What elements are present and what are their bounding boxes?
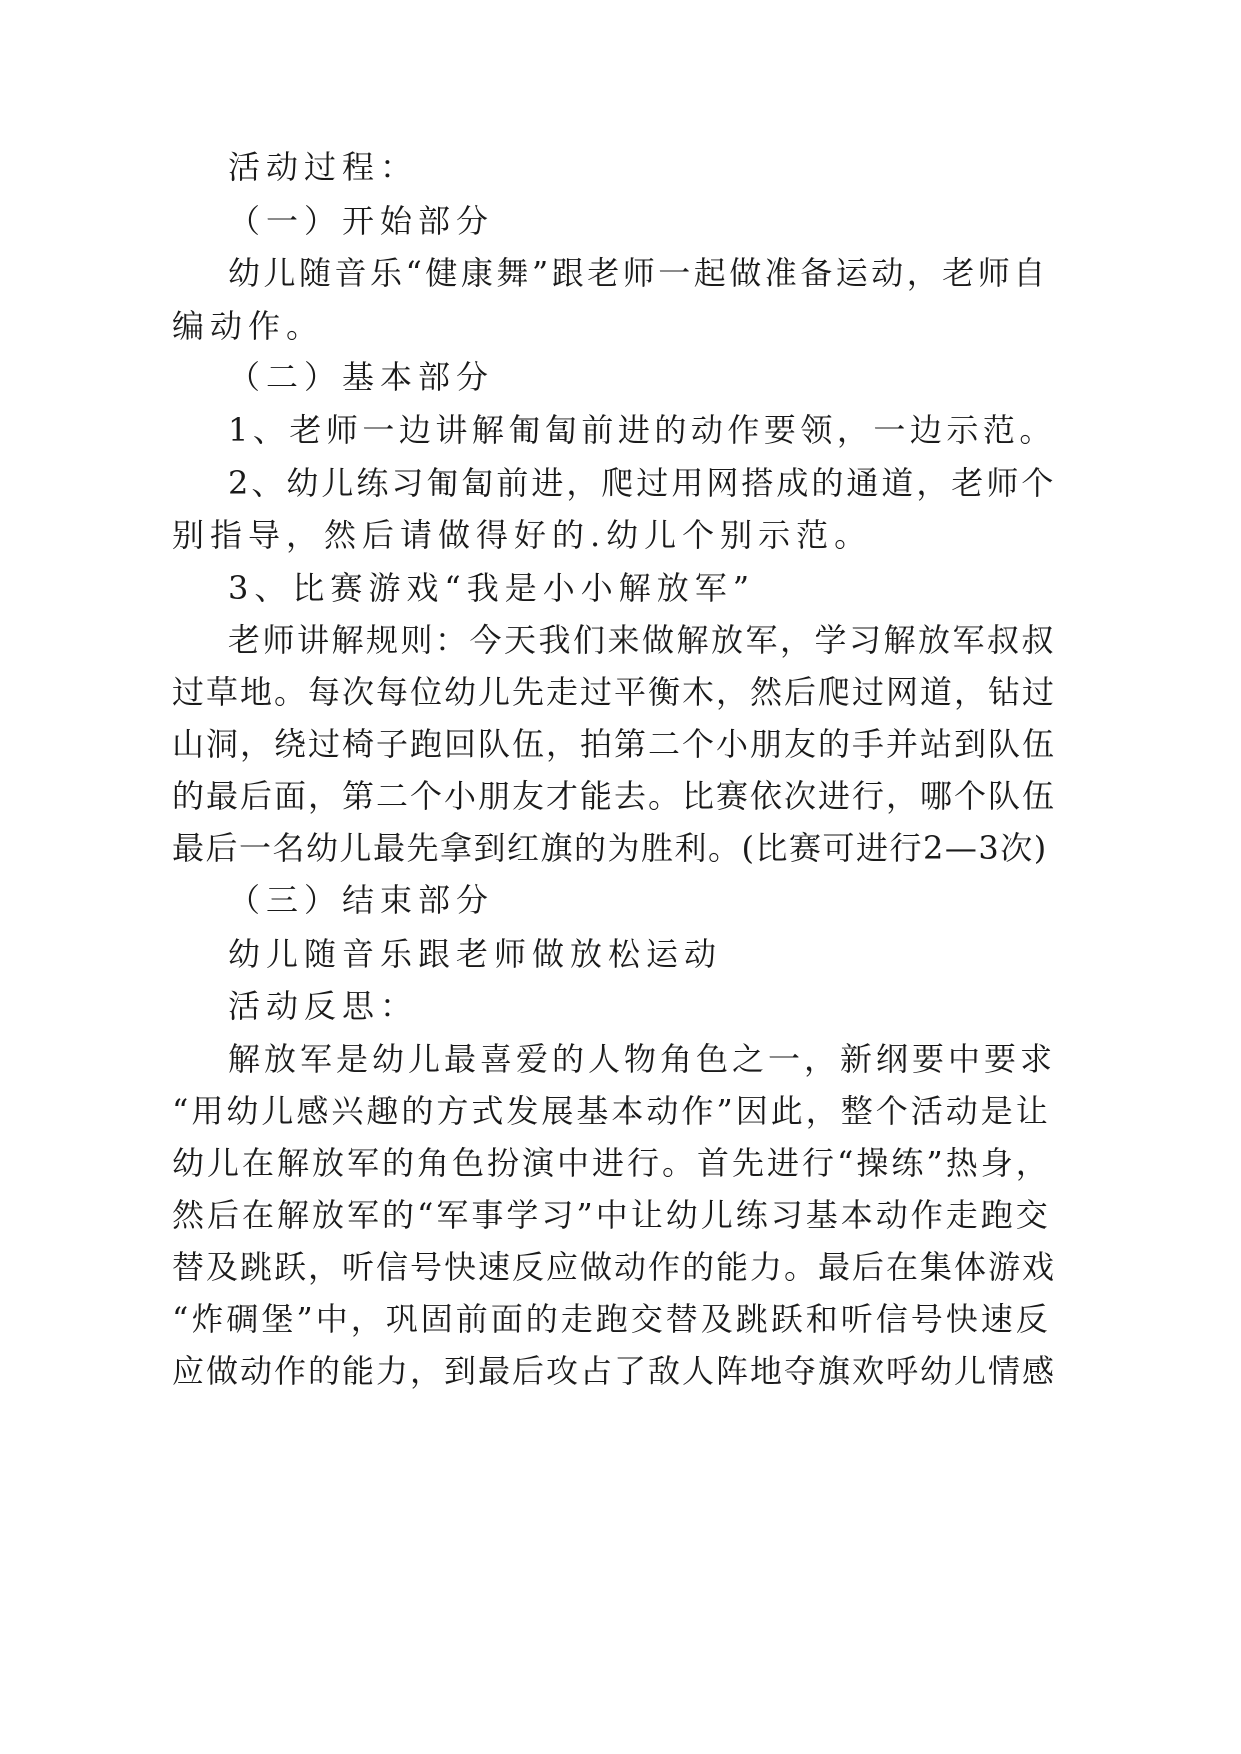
paragraph-line: 编动作。 — [172, 307, 325, 345]
paragraph-line: 老师讲解规则：今天我们来做解放军，学习解放军叔叔 — [228, 621, 1057, 659]
paragraph-line: 然后在解放军的“军事学习”中让幼儿练习基本动作走跑交 — [172, 1196, 1051, 1234]
paragraph-line: 山洞，绕过椅子跑回队伍，拍第二个小朋友的手并站到队伍 — [172, 725, 1057, 763]
paragraph-line: 幼儿在解放军的角色扮演中进行。首先进行“操练”热身， — [172, 1144, 1051, 1182]
paragraph-line: 幼儿随音乐跟老师做放松运动 — [228, 935, 723, 973]
list-item-3: 3、比赛游戏“我是小小解放军” — [228, 569, 756, 607]
paragraph-line: 最后一名幼儿最先拿到红旗的为胜利。(比赛可进行2—3次) — [172, 829, 1048, 867]
paragraph-line: 应做动作的能力，到最后攻占了敌人阵地夺旗欢呼幼儿情感 — [172, 1352, 1057, 1390]
list-item-2: 2、幼儿练习匍匐前进，爬过用网搭成的通道，老师个 — [228, 464, 1057, 502]
paragraph-line: 别指导，然后请做得好的.幼儿个别示范。 — [172, 516, 873, 554]
paragraph-line: 幼儿随音乐“健康舞”跟老师一起做准备运动，老师自 — [228, 254, 1049, 292]
section-heading-basic: （二）基本部分 — [228, 358, 495, 396]
paragraph-line: 解放军是幼儿最喜爱的人物角色之一，新纲要中要求 — [228, 1040, 1057, 1078]
paragraph-line: 过草地。每次每位幼儿先走过平衡木，然后爬过网道，钻过 — [172, 673, 1057, 711]
paragraph-line: 替及跳跃，听信号快速反应做动作的能力。最后在集体游戏 — [172, 1248, 1057, 1286]
section-heading-end: （三）结束部分 — [228, 881, 495, 919]
section-heading-start: （一）开始部分 — [228, 202, 495, 240]
heading-reflection: 活动反思： — [228, 987, 419, 1025]
paragraph-line: “炸碉堡”中，巩固前面的走跑交替及跳跃和听信号快速反 — [172, 1300, 1051, 1338]
list-item-1: 1、老师一边讲解匍匐前进的动作要领，一边示范。 — [228, 411, 1056, 449]
paragraph-line: “用幼儿感兴趣的方式发展基本动作”因此，整个活动是让 — [172, 1092, 1051, 1130]
paragraph-line: 的最后面，第二个小朋友才能去。比赛依次进行，哪个队伍 — [172, 777, 1057, 815]
heading-activity-process: 活动过程： — [228, 148, 419, 186]
